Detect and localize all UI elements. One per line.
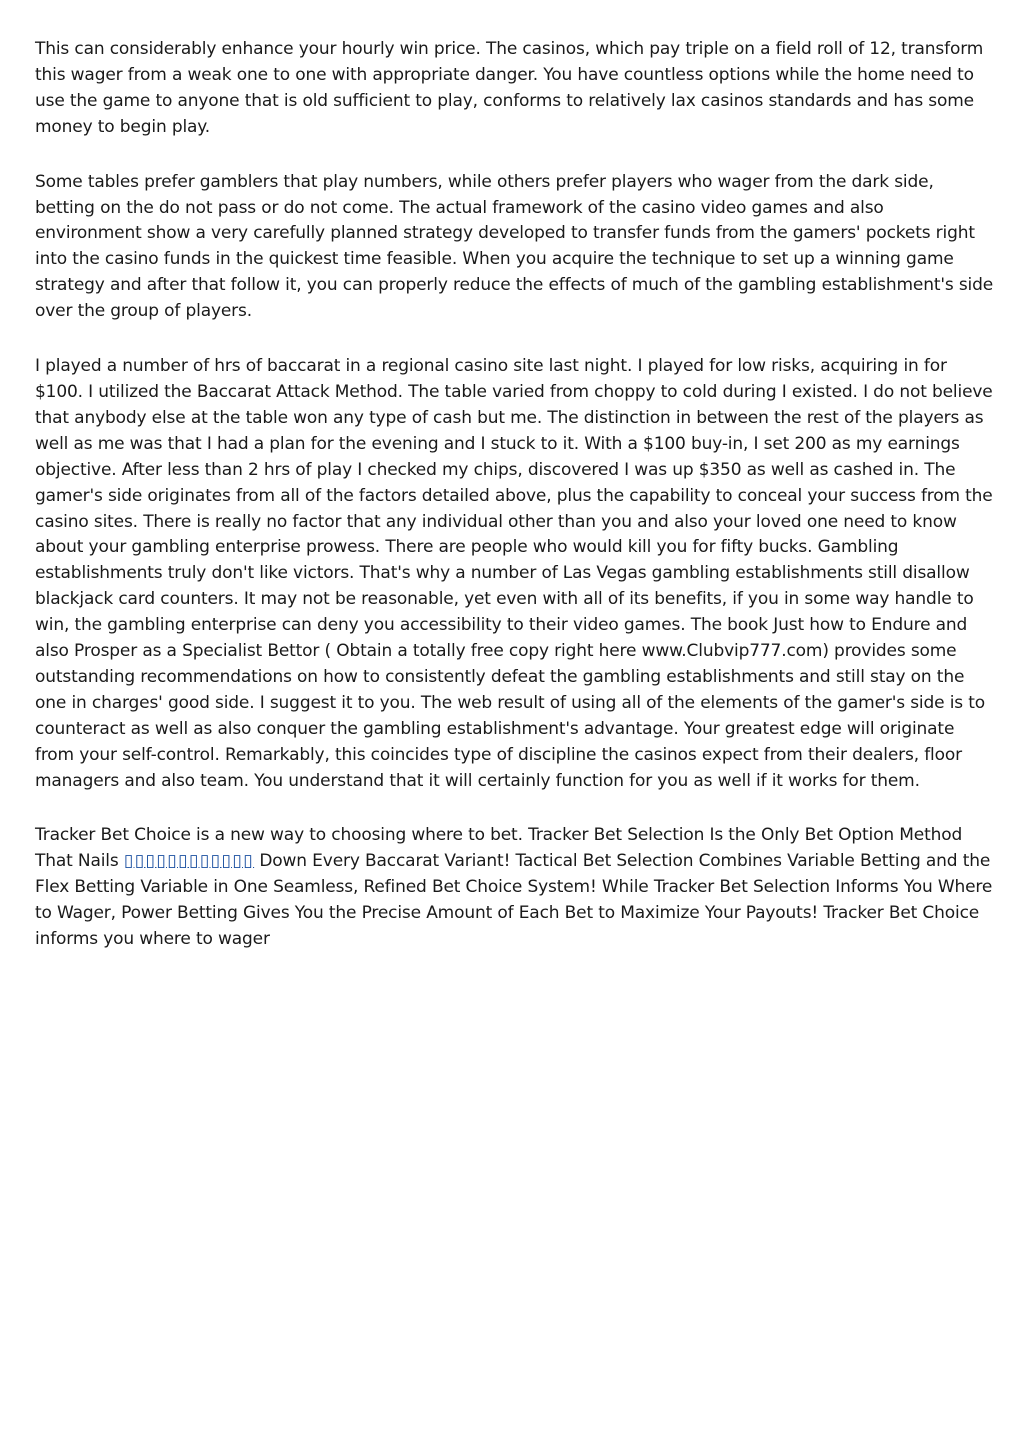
- paragraph-3: I played a number of hrs of baccarat in a regional casino site last night. I played for low risks, acquiring in for $100. I utilized the Baccarat Attack Method. The table varied from choppy to cold during I existed. I do not believe that anybody else at the table won any type of cash but me. The distinction in between the rest of the players as well as me was that I had a plan for the evening and I stuck to it. With a $100 buy-in, I set 200 as my earnings objective. After less than 2 hrs of play I checked my chips, discovered I was up $350 as well as cashed in. The gamer's side originates from all of the factors detailed above, plus the capability to conceal your success from the casino sites. There is really no factor that any individual other than you and also your loved one need to know about your gambling enterprise prowess. There are people who would kill you for fifty bucks. Gambling establishments truly don't like victors. That's why a number of Las Vegas gambling establishments still disallow blackjack card counters. It may not be reasonable, yet even with all of its benefits, if you in some way handle to win, the gambling enterprise can deny you accessibility to their video games. The book Just how to Endure and also Prosper as a Specialist Bettor ( Obtain a totally free copy right here www.Clubvip777.com) provides some outstanding recommendations on how to consistently defeat the gambling establishments and still stay on the one in charges' good side. I suggest it to you. The web result of using all of the elements of the gamer's side is to counteract as well as also conquer the gambling establishment's advantage. Your greatest edge will originate from your self-control. Remarkably, this coincides type of discipline the casinos expect from their dealers, floor managers and also team. You understand that it will certainly function for you as well if it works for them.: [35, 356, 993, 791]
- document-body: [35, 37, 995, 982]
- inline-link[interactable]: ▯▯▯▯▯▯▯▯▯▯▯▯: [123, 851, 255, 872]
- paragraph-1: This can considerably enhance your hourly win price. The casinos, which pay triple on a field roll of 12, transform this wager from a weak one to one with appropriate danger. You have countless options while the home need to use the game to anyone that is old sufficient to play, conforms to relatively lax casinos standards and has some money to begin play.: [35, 39, 984, 137]
- paragraph-4-text-end: Down Every Baccarat Variant! Tactical Bet Selection Combines Variable Betting and the Flex Betting Variable in One Seamless, Refined Bet Choice System! While Tracker Bet Selection Informs You Where to Wager, Power Betting Gives You the Precise Amount of Each Bet to Maximize Your Payouts! Tracker Bet Choice informs you where to wager: [35, 851, 993, 950]
- paragraph-2: Some tables prefer gamblers that play numbers, while others prefer players who wager from the dark side, betting on the do not pass or do not come. The actual framework of the casino video games and also environment show a very carefully planned strategy developed to transfer funds from the gamers' pockets right into the casino funds in the quickest time feasible. When you acquire the technique to set up a winning game strategy and after that follow it, you can properly reduce the effects of much of the gambling establishment's side over the group of players.: [35, 171, 994, 322]
- paragraph-4: [35, 823, 995, 953]
- paragraph-4-text-start: Tracker Bet Choice is a new way to choosing where to bet. Tracker Bet Selection Is the Only Bet Option Method That Nails: [35, 825, 963, 872]
